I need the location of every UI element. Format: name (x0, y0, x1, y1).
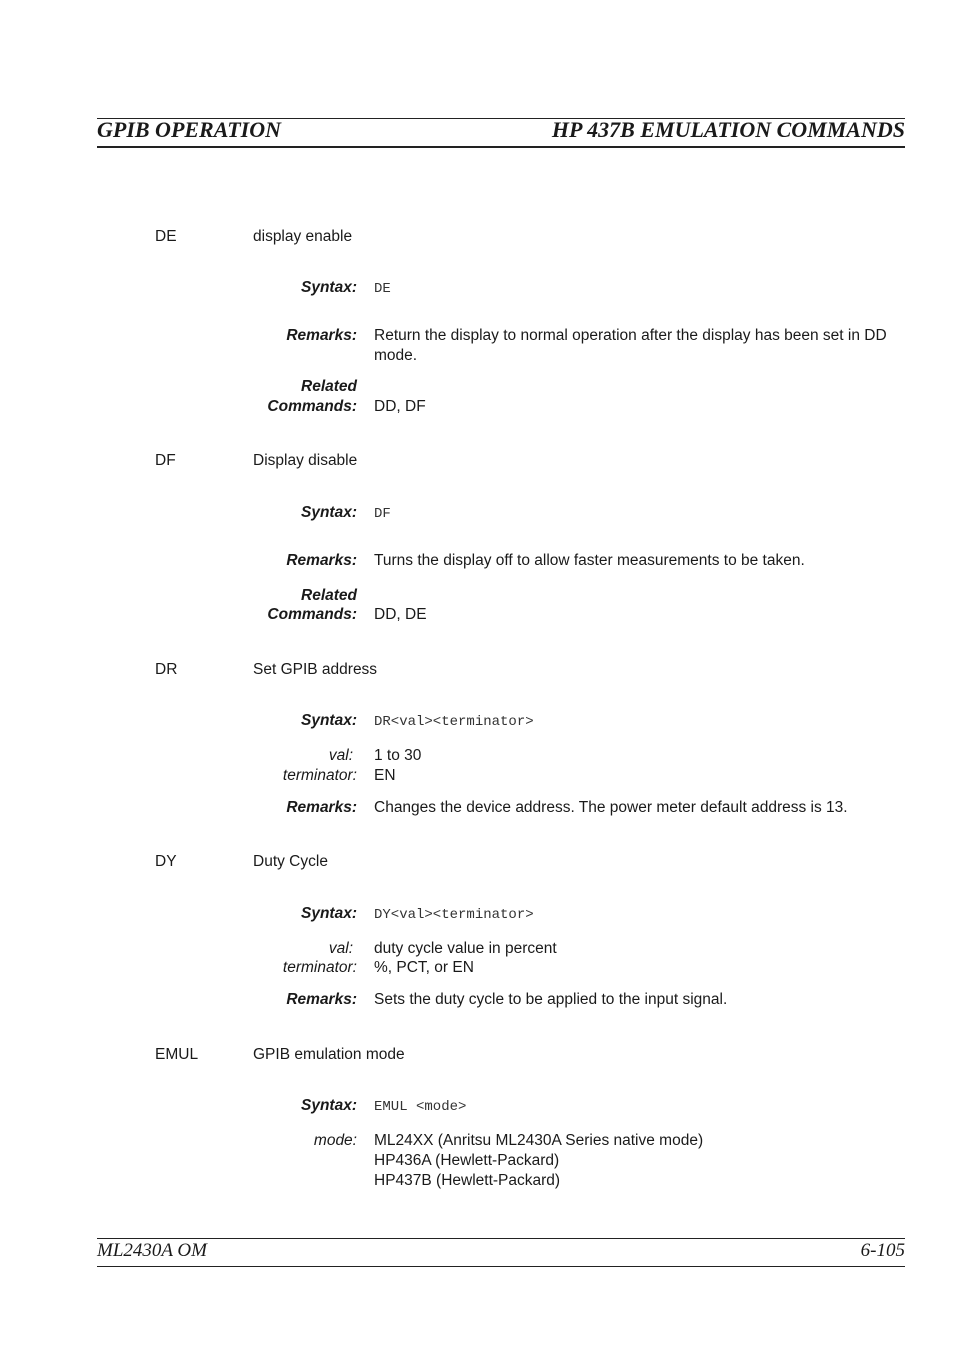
related-label-line1: Related (301, 587, 357, 604)
syntax-label: Syntax: (301, 279, 357, 296)
command-name-df: DF (155, 452, 176, 469)
mode-option: HP437B (Hewlett-Packard) (374, 1172, 561, 1189)
terminator-value-dy: %, PCT, or EN (374, 959, 474, 976)
val-label: val: (328, 747, 353, 764)
command-name-emul: EMUL (155, 1046, 199, 1063)
footer-top-rule (97, 1238, 905, 1239)
remarks-value-df: Turns the display off to allow faster measurements to be taken. (374, 552, 805, 569)
syntax-value-dy: DY<val><terminator> (374, 907, 534, 923)
command-name-dr: DR (155, 661, 178, 678)
command-desc-dy: Duty Cycle (253, 853, 328, 870)
val-value-dr: 1 to 30 (374, 747, 422, 764)
remarks-label: Remarks: (286, 327, 357, 344)
remarks-label: Remarks: (286, 552, 357, 569)
footer-page-number: 6-105 (860, 1240, 905, 1261)
val-value-dy: duty cycle value in percent (374, 940, 557, 957)
terminator-label: terminator: (282, 959, 357, 976)
syntax-value-df: DF (374, 506, 391, 522)
mode-option: ML24XX (Anritsu ML2430A Series native mode) (374, 1132, 704, 1149)
command-desc-emul: GPIB emulation mode (253, 1046, 405, 1063)
mode-values-emul (374, 1131, 703, 1191)
header-section-title: GPIB OPERATION (97, 117, 281, 142)
syntax-label: Syntax: (301, 1097, 357, 1114)
syntax-label: Syntax: (301, 905, 357, 922)
remarks-label: Remarks: (286, 799, 357, 816)
syntax-label: Syntax: (301, 712, 357, 729)
related-label-line2: Commands: (267, 606, 357, 623)
header-chapter-title: HP 437B EMULATION COMMANDS (551, 117, 905, 142)
terminator-label: terminator: (282, 767, 357, 784)
related-label-line1: Related (301, 378, 357, 395)
command-desc-dr: Set GPIB address (253, 661, 378, 678)
command-name-dy: DY (155, 853, 177, 870)
related-value-de: DD, DF (374, 398, 426, 415)
syntax-label: Syntax: (301, 504, 357, 521)
command-desc-de: display enable (253, 228, 353, 245)
syntax-value-de: DE (374, 281, 391, 297)
footer-manual-name: ML2430A OM (97, 1240, 207, 1261)
command-desc-df: Display disable (253, 452, 358, 469)
related-value-df: DD, DE (374, 606, 427, 623)
remarks-value-de: Return the display to normal operation after the display has been set in DD mode. (374, 327, 887, 364)
command-name-de: DE (155, 228, 177, 245)
header-bottom-rule (97, 146, 905, 148)
val-label: val: (328, 940, 353, 957)
syntax-value-dr: DR<val><terminator> (374, 714, 534, 730)
terminator-value-dr: EN (374, 767, 396, 784)
mode-label: mode: (313, 1132, 357, 1149)
remarks-label: Remarks: (286, 991, 357, 1008)
footer-bottom-rule (97, 1266, 905, 1267)
mode-option: HP436A (Hewlett-Packard) (374, 1152, 560, 1169)
remarks-value-dr: Changes the device address. The power meter default address is 13. (374, 799, 848, 816)
syntax-value-emul: EMUL <mode> (374, 1099, 467, 1115)
remarks-value-dy: Sets the duty cycle to be applied to the input signal. (374, 991, 728, 1008)
related-label-line2: Commands: (267, 398, 357, 415)
